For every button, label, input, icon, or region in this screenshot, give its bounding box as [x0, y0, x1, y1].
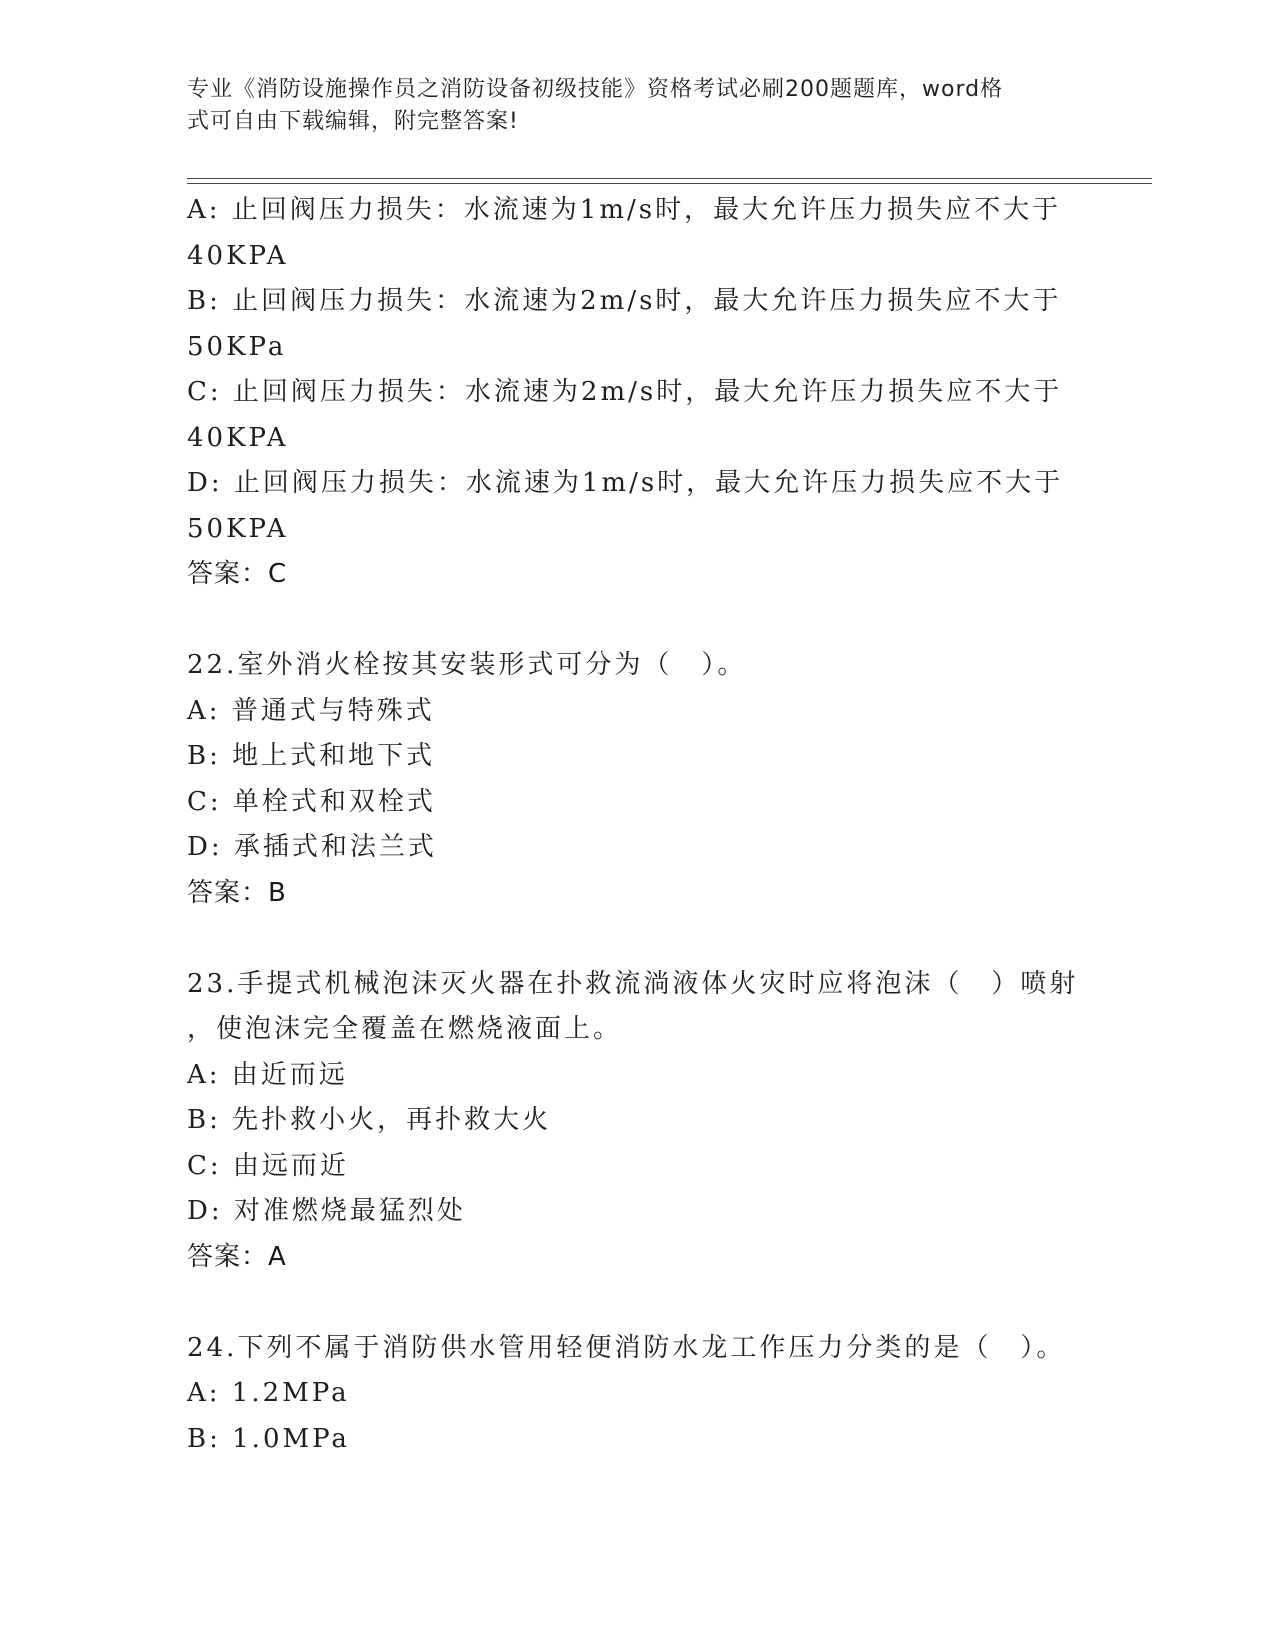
question-text-continued: ，使泡沫完全覆盖在燃烧液面上。 — [187, 1014, 623, 1044]
header-line-2: 式可自由下载编辑，附完整答案! — [187, 109, 519, 134]
question-text: 24.下列不属于消防供水管用轻便消防水龙工作压力分类的是（ ）。 — [187, 1332, 1066, 1363]
option-line: 40KPA — [187, 240, 289, 271]
option-b: B: 地上式和地下式 — [187, 741, 436, 771]
question-21-block — [187, 188, 1087, 598]
option-line: D: 止回阀压力损失：水流速为1m/s时，最大允许压力损失应不大于 — [187, 468, 1064, 498]
answer-line: 答案：B — [187, 877, 287, 908]
question-23-block — [187, 962, 1087, 1281]
option-b: B: 先扑救小火，再扑救大火 — [187, 1105, 552, 1135]
option-a: A: 1.2MPa — [187, 1378, 350, 1408]
question-22-block — [187, 643, 1087, 916]
question-text: 23.手提式机械泡沫灭火器在扑救流淌液体火灾时应将泡沫（ ）喷射 — [187, 968, 1079, 999]
question-text: 22.室外消火栓按其安装形式可分为（ ）。 — [187, 650, 747, 680]
spacer — [187, 1280, 1087, 1326]
answer-line: 答案：C — [187, 559, 288, 589]
option-d: D: 承插式和法兰式 — [187, 832, 437, 862]
question-content — [187, 188, 1087, 1462]
option-c: C: 单栓式和双栓式 — [187, 786, 436, 817]
option-line: B: 止回阀压力损失：水流速为2m/s时，最大允许压力损失应不大于 — [187, 286, 1062, 316]
option-line: 40KPA — [187, 422, 289, 453]
page-header — [187, 74, 1067, 138]
option-b: B: 1.0MPa — [187, 1423, 350, 1454]
option-a: A: 由近而远 — [187, 1059, 348, 1090]
spacer — [187, 598, 1087, 644]
option-c: C: 由远而近 — [187, 1150, 349, 1181]
option-line: A: 止回阀压力损失：水流速为1m/s时，最大允许压力损失应不大于 — [187, 195, 1062, 225]
header-line-1: 专业《消防设施操作员之消防设备初级技能》资格考试必刷200题题库，word格 — [187, 77, 1004, 102]
option-line: 50KPA — [187, 513, 289, 544]
option-a: A: 普通式与特殊式 — [187, 695, 435, 726]
header-divider — [187, 178, 1152, 184]
option-line: C: 止回阀压力损失：水流速为2m/s时，最大允许压力损失应不大于 — [187, 377, 1063, 407]
question-24-block — [187, 1326, 1087, 1463]
answer-line: 答案：A — [187, 1241, 287, 1272]
option-d: D: 对准燃烧最猛烈处 — [187, 1196, 466, 1226]
spacer — [187, 916, 1087, 962]
option-line: 50KPa — [187, 331, 287, 362]
